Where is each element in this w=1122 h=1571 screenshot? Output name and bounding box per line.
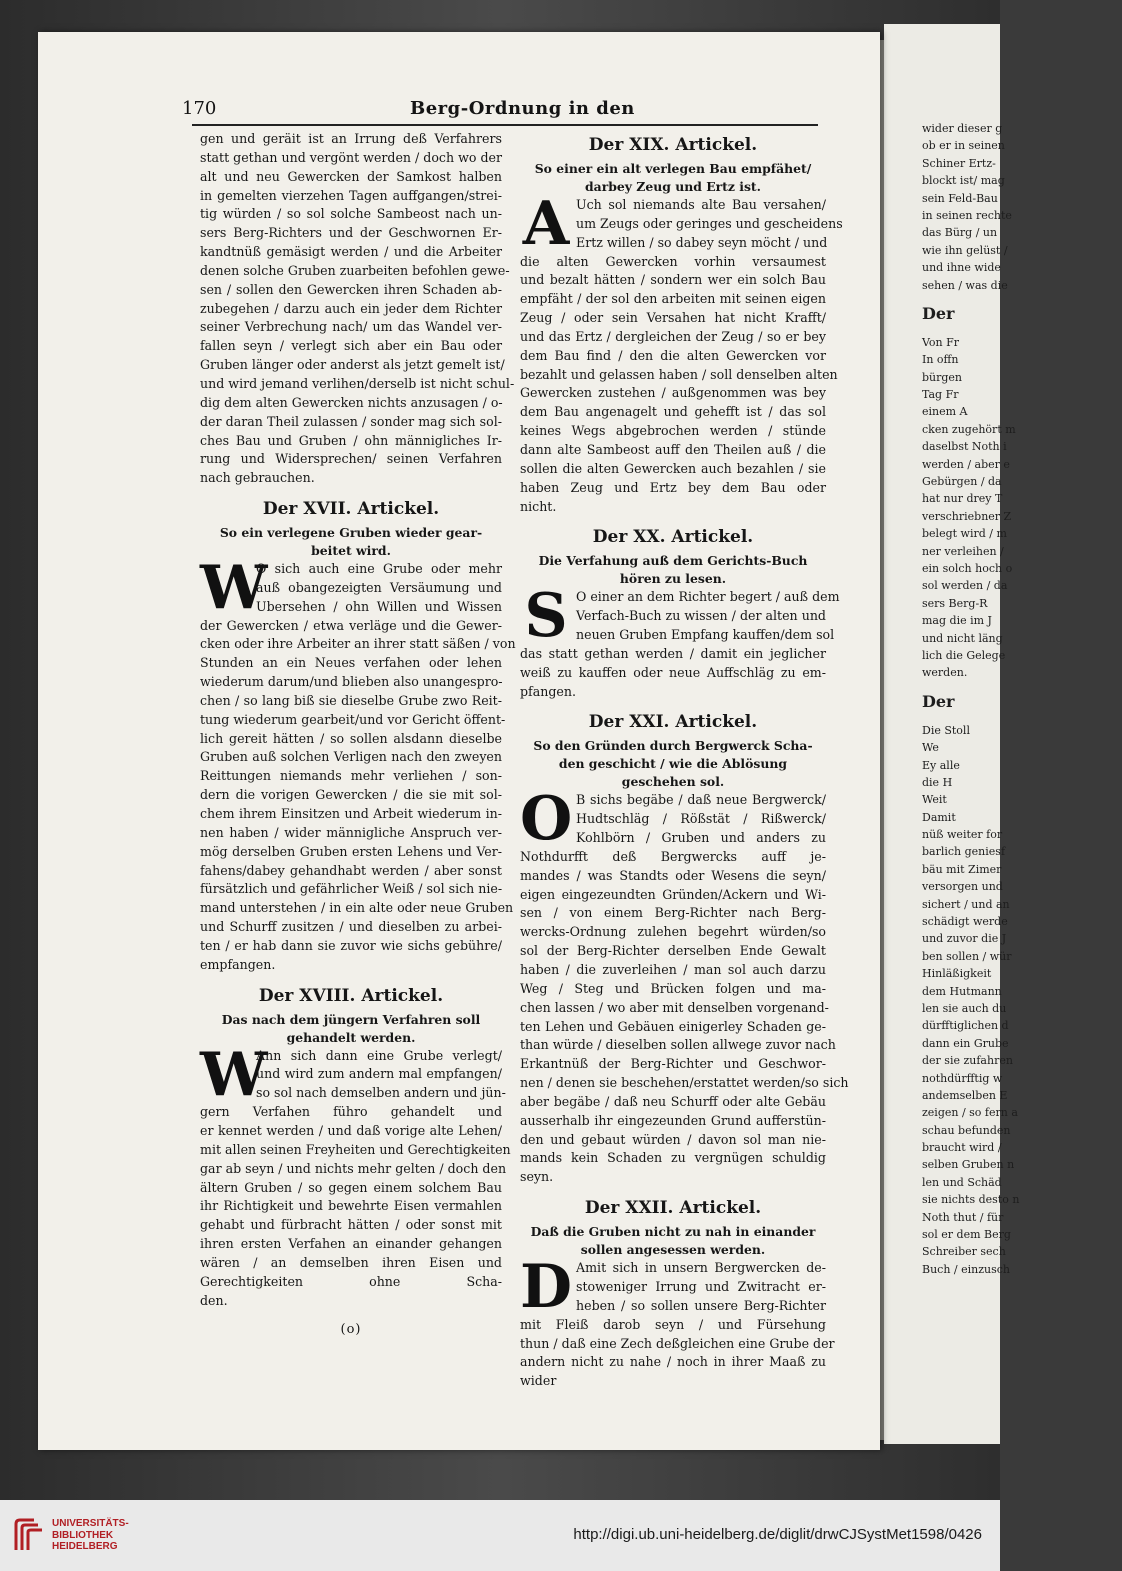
text-line: und wird zum andern mal empfangen/ [256, 1066, 502, 1082]
facing-text-line: dürfftiglichen d [922, 1019, 1009, 1033]
article-heading: Der XVIII. Artickel. [258, 985, 444, 1006]
text-line: wercks-Ordnung zulehen begehrt würden/so [520, 924, 826, 940]
text-line: wiederum darum/und blieben also unangespro- [200, 674, 503, 690]
facing-text-line: sol werden / da [922, 579, 1008, 593]
facing-text-line: schau befunden [922, 1123, 1011, 1137]
library-name: UNIVERSITÄTS- BIBLIOTHEK HEIDELBERG [52, 1518, 129, 1552]
text-line: er kennet werden / und daß vorige alte Lehen/ [200, 1122, 502, 1138]
article-heading: Der XXI. Artickel. [588, 712, 758, 733]
facing-text-line: werden. [922, 666, 968, 680]
facing-text-line: und ihne wide [922, 261, 1001, 275]
text-line: ten Lehen und Gebäuen einigerley Schaden ge- [520, 1018, 826, 1034]
drop-cap-initial: W [200, 1039, 268, 1110]
article-heading: Der XXII. Artickel. [584, 1198, 762, 1219]
article-subheading: hören zu lesen. [619, 571, 727, 587]
article-heading: Der XIX. Artickel. [588, 135, 758, 155]
left-text-column [200, 130, 516, 1338]
text-line: alt und neu Gewercken der Samkost halben [200, 168, 502, 184]
text-line: und Schurff zusitzen / und dieselben zu arbei- [200, 919, 502, 935]
text-line: kandtnüß gemäsigt werden / und die Arbeiter [200, 244, 502, 260]
facing-text-line: Der [922, 691, 955, 711]
article-subheading: So ein verlegene Gruben wieder gear- [219, 525, 483, 541]
text-line: keines Wegs abgebrochen werden / stünde [520, 423, 826, 439]
text-line: andern nicht zu nahe / noch in ihrer Maaß zu [520, 1354, 826, 1370]
article-heading: Der XX. Artickel. [592, 527, 754, 548]
facing-text-line: in seinen rechte [922, 208, 1012, 222]
text-line: ten / er hab dann sie zuvor wie sichs gebühre/ [200, 937, 502, 953]
facing-text-line: sers Berg-R [922, 596, 988, 610]
text-line: ches Bau und Gruben / ohn männigliches Ir- [200, 432, 502, 448]
text-line: denen solche Gruben zuarbeiten befohlen gewe- [200, 262, 510, 278]
article-subheading: den geschicht / wie die Ablösung [558, 756, 788, 772]
facing-text-line: Tag Fr [922, 388, 959, 402]
text-line: empfäht / der sol den arbeiten mit seinen eigen [520, 291, 826, 307]
text-line: und wird jemand verlihen/derselb ist nicht schul- [200, 375, 515, 391]
text-line: nicht. [520, 498, 557, 514]
facing-text-line: Buch / einzusch [922, 1262, 1010, 1276]
facing-text-line: Die Stoll [922, 723, 970, 737]
text-line: gar ab seyn / und nichts mehr gelten / doch den [200, 1160, 507, 1176]
facing-text-line: dann ein Grube [922, 1036, 1009, 1050]
text-line: fallen seyn / verlegt sich aber ein Bau oder [200, 338, 502, 354]
text-line: aber begäbe / daß neu Schurff oder alte Gebäu [520, 1093, 826, 1109]
facing-text-line: mag die im J [922, 614, 992, 628]
text-line: wären / an demselben ihren Eisen und [200, 1254, 502, 1270]
running-title: Berg-Ordnung in den [410, 98, 635, 119]
text-line: dem Bau find / den die alten Gewercken vor [520, 347, 826, 363]
facing-text-line: barlich geniesf [922, 845, 1006, 859]
text-line: sen / von einem Berg-Richter nach Berg- [520, 905, 826, 921]
signature-mark: (o) [340, 1322, 362, 1338]
text-line: mandes / was Standts oder Wesens die seyn/ [520, 867, 826, 883]
text-line: tig würden / so sol solche Sambeost nach un- [200, 206, 502, 222]
text-line: haben / die zuverleihen / man sol auch darzu [520, 962, 826, 977]
facing-text-line: werden / aber e [922, 457, 1010, 471]
right-text-column [520, 130, 849, 1391]
facing-text-line: Schiner Ertz- [922, 156, 996, 170]
text-line: mands kein Schaden zu vergnügen schuldig [520, 1150, 826, 1166]
text-line: Amit sich in unsern Bergwercken de- [576, 1260, 826, 1276]
text-line: zubegehen / darzu auch ein jeder dem Richter [200, 300, 502, 316]
facing-text-line: sein Feld-Bau [922, 191, 998, 205]
text-line: mög derselben Gruben ersten Lehens und Ver- [200, 843, 502, 859]
text-line: Ertz willen / so dabey seyn möcht / und [576, 234, 828, 250]
text-line: mit allen seinen Freyheiten und Gerechtigkeiten [200, 1141, 511, 1157]
text-line: Erkantnüß der Berg-Richter und Geschwor- [520, 1056, 826, 1072]
facing-text-line: ein solch hoch o [922, 561, 1013, 575]
text-line: Nothdurfft deß Bergwercks auff je- [520, 848, 826, 864]
facing-text-line: ben sollen / wür [922, 949, 1012, 963]
text-line: pfangen. [520, 683, 576, 699]
facing-text-line: andemselben E [922, 1088, 1008, 1102]
drop-cap-initial: S [524, 581, 568, 652]
facing-text-line: ob er in seinen [922, 139, 1005, 153]
facing-text-line: Damit [922, 810, 956, 824]
text-line: Ubersehen / ohn Willen und Wissen [256, 598, 502, 614]
facing-text-line: Der [922, 303, 955, 323]
text-line: wider [520, 1373, 557, 1389]
facing-text-line: blockt ist/ mag [922, 174, 1005, 188]
text-line: cken oder ihre Arbeiter an ihrer statt säßen / von [200, 636, 516, 652]
facing-text-line: len sie auch du [922, 1001, 1007, 1015]
facing-text-line: ner verleihen / [922, 544, 1004, 558]
facing-text-line: der sie zufahren [922, 1054, 1013, 1068]
facing-text-line: nüß weiter for [922, 828, 1003, 842]
facing-text-line: sol er dem Berg [922, 1228, 1011, 1242]
text-line: und das Ertz / dergleichen der Zeug / so er bey [520, 328, 826, 344]
text-line: sol der Berg-Richter derselben Ende Gewalt [520, 943, 826, 959]
facing-text-line: daselbst Noth i [922, 440, 1007, 454]
facing-text-line: cken zugehört m [922, 422, 1016, 436]
text-line: ältern Gruben / so gegen einem solchem Bau [200, 1179, 502, 1195]
facing-text-line: Gebürgen / da [922, 475, 1002, 489]
article-subheading: beitet wird. [311, 543, 391, 559]
facing-text-line: We [922, 741, 939, 755]
text-line: auß obangezeigten Versäumung und [256, 579, 502, 595]
text-line: der daran Theil zulassen / sonder mag sich sol- [200, 413, 502, 429]
facing-text-line: len und Schäd [922, 1175, 1002, 1189]
facing-text-line: einem A [922, 405, 968, 419]
facing-text-line: bürgen [922, 370, 963, 384]
facing-text-line: hat nur drey T [922, 492, 1003, 506]
text-line: ihren ersten Verfahen an einander gehangen [200, 1236, 502, 1252]
text-line: Gewercken zustehen / außgenommen was bey [520, 385, 826, 401]
facing-text-line: belegt wird / m [922, 527, 1007, 541]
article-body [520, 1252, 835, 1391]
text-line: fürsätzlich und gefährlicher Weiß / sol sich nie- [200, 881, 503, 897]
text-line: nach gebrauchen. [200, 470, 315, 486]
text-line: dem Bau angenagelt und gehefft ist / das sol [520, 404, 826, 420]
text-line: und bezalt hätten / sondern wer ein solch Bau [520, 272, 826, 288]
text-line: rung und Widersprechen/ seinen Verfahren [200, 451, 502, 467]
article-subheading: sollen angesessen werden. [580, 1242, 766, 1258]
text-line: um Zeugs oder geringes und gescheidens [576, 215, 843, 231]
facing-text-line: Hinläßigkeit [922, 967, 992, 981]
facing-text-line: nothdürfftig w [922, 1071, 1003, 1085]
facing-text-line: Weit [922, 793, 947, 807]
article-body [520, 581, 840, 701]
facing-text-line: dem Hutmann [922, 984, 1002, 998]
facing-text-line: zeigen / so fern a [922, 1106, 1018, 1120]
facing-text-line: die H [922, 775, 953, 789]
article-subheading: Daß die Gruben nicht zu nah in einander [530, 1224, 816, 1240]
text-line: Ann sich dann eine Grube verlegt/ [256, 1047, 502, 1063]
text-line: sers Berg-Richters und der Geschwornen Er- [200, 225, 502, 241]
facing-text-line: Von Fr [922, 335, 960, 349]
text-line: dann alte Sambeost auff den Theilen auß / die [520, 441, 826, 457]
text-line: den und gebaut würden / davon sol man nie- [520, 1131, 826, 1147]
text-line: sollen die alten Gewercken auch bezahlen / sie [520, 460, 826, 476]
text-line: Gruben länger oder anderst als jetzt gemelt ist/ [200, 357, 505, 373]
facing-text-line: wider dieser g [922, 122, 1003, 135]
facing-text-line: sehen / was die [922, 278, 1008, 292]
text-line: empfangen. [200, 956, 276, 972]
article-body [200, 1039, 511, 1311]
facing-text-line: das Bürg / un [922, 226, 998, 240]
article-body [520, 784, 849, 1187]
text-line: chen / so lang biß sie dieselbe Grube zwo Reit- [200, 692, 502, 708]
text-line: statt gethan und vergönt werden / doch wo der [200, 149, 502, 165]
text-line: gehabt und fürbracht hätten / oder sonst mit [200, 1217, 502, 1233]
text-line: dig dem alten Gewercken nichts anzusagen / o- [200, 394, 503, 410]
text-line: bezahlt und gelassen haben / soll denselben alten [520, 366, 838, 382]
facing-text-line: In offn [922, 353, 959, 367]
text-line: Gerechtigkeiten ohne Scha- [200, 1273, 502, 1289]
facing-text-line: versorgen und [922, 880, 1003, 894]
text-line: Kohlbörn / Gruben und anders zu [576, 830, 826, 846]
facing-text-line: verschriebner Z [922, 509, 1012, 523]
article-body [200, 553, 516, 975]
text-line: O sich auch eine Grube oder mehr [256, 561, 502, 577]
text-line: in gemelten vierzehen Tagen auffgangen/strei- [200, 187, 502, 203]
facing-text-line: Schreiber sech [922, 1245, 1006, 1259]
text-line: nen / denen sie beschehen/erstattet werden/so sich [520, 1075, 849, 1091]
text-line: O einer an dem Richter begert / auß dem [576, 589, 840, 605]
text-line: haben Zeug und Ertz bey dem Bau oder [520, 479, 826, 495]
article-subheading: darbey Zeug und Ertz ist. [585, 179, 761, 194]
facing-text-line: schädigt werde [922, 915, 1008, 929]
facing-page [884, 24, 1020, 1444]
article-subheading: So den Gründen durch Bergwerck Scha- [533, 738, 813, 754]
text-line: ausserhalb ihr eingezeunden Grund aufferstün- [520, 1112, 826, 1128]
text-line: lich gereit hätten / so sollen alsdann dieselbe [200, 730, 502, 746]
drop-cap-initial: O [520, 784, 573, 855]
article-subheading: So einer ein alt verlegen Bau empfähet/ [534, 161, 812, 176]
facing-text-line: lich die Gelege [922, 648, 1006, 662]
text-line: den. [200, 1292, 228, 1308]
text-line: Reittungen niemands mehr verliehen / son- [200, 768, 502, 784]
text-line: so sol nach demselben andern und jün- [256, 1085, 506, 1101]
article-subheading: Die Verfahung auß dem Gerichts-Buch [538, 553, 808, 569]
facing-text-line: wie ihn gelüst / [922, 243, 1008, 257]
text-line: tung wiederum gearbeit/und vor Gericht öffent- [200, 711, 506, 727]
text-line: gern Verfahen führo gehandelt und [200, 1104, 502, 1120]
text-line: chen lassen / wo aber mit denselben vorgenand- [520, 999, 829, 1015]
text-line: neuen Gruben Empfang kauffen/dem sol [576, 627, 835, 643]
text-line: thun / daß eine Zech deßgleichen eine Grube der [520, 1335, 835, 1351]
facing-text-line: bäu mit Zimer [922, 862, 1002, 876]
text-line: gen und geräit ist an Irrung deß Verfahrers [200, 131, 502, 146]
facing-text-line: und nicht läng [922, 631, 1003, 645]
text-line: nen haben / wider männigliche Anspruch ver- [200, 824, 502, 840]
text-line: dern die vorigen Gewercken / die sie mit sol- [200, 787, 502, 803]
text-line: chem ihrem Einsitzen und Arbeit wiederum in- [200, 806, 502, 821]
text-line: Stunden an ein Neues verfahen oder lehen [200, 655, 502, 671]
facing-text-line: sie nichts desto n [922, 1193, 1020, 1207]
article-subheading: Das nach dem jüngern Verfahren soll [221, 1011, 481, 1027]
text-line: Weg / Steg und Brücken folgen und ma- [520, 980, 826, 996]
page-number: 170 [182, 98, 217, 119]
facing-text-line: Ey alle [922, 758, 960, 772]
text-line: B sichs begäbe / daß neue Bergwerck/ [576, 792, 826, 808]
text-line: fahens/dabey gehandhabt werden / aber sonst [200, 862, 502, 878]
article-body [520, 189, 843, 516]
library-logo-icon [12, 1516, 46, 1554]
header-rule [192, 124, 818, 126]
text-line: heben / so sollen unsere Berg-Richter [576, 1297, 826, 1313]
text-line: Uch sol niemands alte Bau versahen/ [576, 197, 826, 212]
facing-text-line: Noth thut / für [922, 1210, 1004, 1224]
facing-text-line: und zuvor die J [922, 932, 1007, 946]
text-line: seiner Verbrechung nach/ um das Wandel ver- [200, 319, 502, 335]
facing-text-line: selben Gruben n [922, 1158, 1015, 1172]
drop-cap-initial: D [520, 1252, 573, 1323]
text-line: seyn. [520, 1169, 554, 1185]
source-url-link[interactable]: http://digi.ub.uni-heidelberg.de/diglit/drwCJSystMet1598/0426 [573, 1526, 982, 1543]
facing-text-line: sichert / und an [922, 897, 1010, 911]
text-line: eigen eingezeundten Gründen/Ackern und Wi- [520, 886, 826, 902]
text-line: Zeug / oder sein Versahen hat nicht Krafft/ [520, 310, 826, 326]
text-line: das statt gethan werden / damit ein jeglicher [520, 645, 826, 661]
text-line: mand unterstehen / in ein alte oder neue Gruben [200, 900, 514, 916]
text-line: than würde / dieselben sollen allwege zuvor nach [520, 1037, 836, 1053]
text-line: weiß zu kauffen oder neue Auffschläg zu em- [520, 664, 826, 680]
article-subheading: geschehen sol. [621, 774, 725, 790]
footer-bar [0, 1500, 1000, 1571]
facing-text-line: braucht wird / [922, 1141, 1002, 1155]
text-line: Verfach-Buch zu wissen / der alten und [576, 608, 826, 624]
drop-cap-initial: W [200, 553, 268, 624]
text-line: Hudtschläg / Rößstät / Rißwerck/ [576, 811, 826, 827]
text-line: sen / sollen den Gewercken ihren Schaden ab- [200, 281, 502, 297]
text-line: Gruben auß solchen Verligen nach den zweyen [200, 749, 502, 765]
text-line: mit Fleiß darob seyn / und Fürsehung [520, 1316, 826, 1332]
text-line: ihr Richtigkeit und bewehrte Eisen vermahlen [200, 1198, 502, 1214]
facing-page-text [922, 120, 1122, 1278]
text-line: der Gewercken / etwa verläge und die Gewer- [200, 617, 502, 633]
text-line: die alten Gewercken vorhin versaumest [520, 253, 826, 269]
drop-cap-initial: A [522, 189, 570, 259]
article-heading: Der XVII. Artickel. [262, 499, 440, 520]
article-subheading: gehandelt werden. [286, 1029, 416, 1045]
text-line: stoweniger Irrung und Zwitracht er- [576, 1278, 826, 1294]
